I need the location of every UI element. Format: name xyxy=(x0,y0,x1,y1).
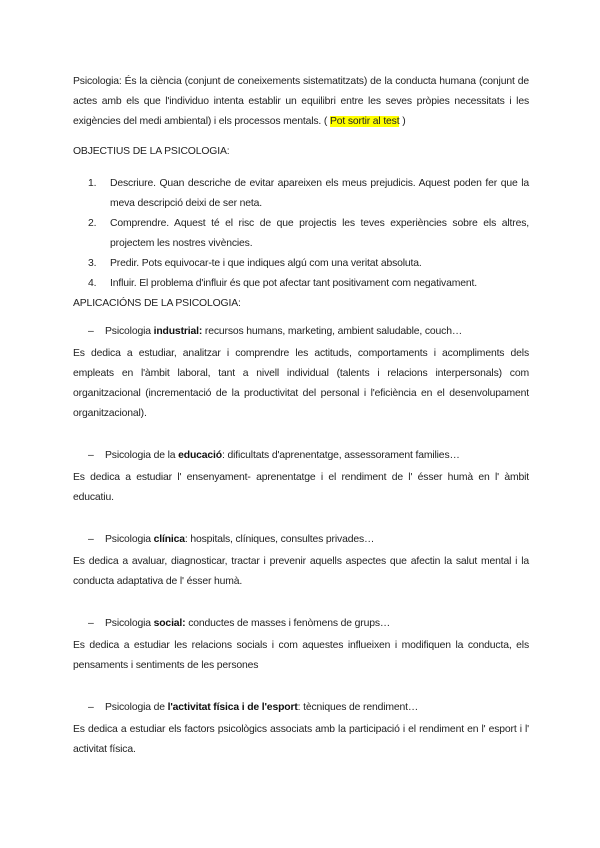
objectius-heading: OBJECTIUS DE LA PSICOLOGIA: xyxy=(73,146,230,157)
list-item xyxy=(73,254,529,274)
application-section-industrial xyxy=(73,322,529,424)
application-description: Es dedica a estudiar els factors psicològics associats amb la participació i el rendiment en l' esport i l' activitat física. xyxy=(73,724,529,755)
list-number: 4. xyxy=(88,278,97,289)
list-item xyxy=(73,214,529,254)
application-title xyxy=(73,614,529,634)
application-prefix: Psicologia xyxy=(105,618,154,629)
application-examples: recursos humans, marketing, ambient saludable, couch… xyxy=(202,326,463,337)
application-description: Es dedica a estudiar les relacions socials i com aquestes influeixen i modifiquen la conducta, els pensaments i sentiments de les persones xyxy=(73,640,529,671)
dash-bullet: – xyxy=(88,534,94,545)
application-prefix: Psicologia xyxy=(105,326,154,337)
dash-bullet: – xyxy=(88,618,94,629)
dash-bullet: – xyxy=(88,326,94,337)
application-title xyxy=(73,530,529,550)
application-section-esport xyxy=(73,698,529,760)
intro-text: Psicologia: És la ciència (conjunt de coneixements sistematitzats) de la conducta humana (conjunt de actes amb els que l'individuo intenta establir un equilibri entre les seves pròpies necessitats i les exigències del medi ambiental) i els processos mentals. ( xyxy=(73,76,529,127)
dash-bullet: – xyxy=(88,450,94,461)
application-examples: : tècniques de rendiment… xyxy=(297,702,419,713)
application-prefix: Psicologia xyxy=(105,534,154,545)
application-title xyxy=(73,322,529,342)
intro-close: ) xyxy=(402,116,406,127)
application-keyword: l'activitat física i de l'esport xyxy=(167,702,298,713)
application-keyword: clínica xyxy=(153,534,185,545)
application-section-social xyxy=(73,614,529,676)
objectius-list xyxy=(73,174,529,294)
document-body xyxy=(73,72,529,782)
application-keyword: educació xyxy=(178,450,222,461)
application-examples: : dificultats d'aprenentatge, assessorament families… xyxy=(221,450,460,461)
list-item-text: Descriure. Quan descriche de evitar apareixen els meus prejudicis. Aquest poden fer que la meva descripció deixi de ser neta. xyxy=(110,178,529,209)
list-item xyxy=(73,274,529,294)
dash-bullet: – xyxy=(88,702,94,713)
list-item xyxy=(73,174,529,214)
application-description: Es dedica a estudiar, analitzar i comprendre les actituds, comportaments i acompliments dels empleats en l'àmbit laboral, tant a nivell individual (talents i relacions interpersonals) com organitzacional (incrementació de la productivitat del personal i l'eficiència en el desenvolupament organitzacional). xyxy=(73,348,529,419)
application-keyword: social: xyxy=(153,618,186,629)
intro-paragraph xyxy=(73,72,529,132)
list-item-text: Comprendre. Aquest té el risc de que projectis les teves experiències sobre els altres, projectem les nostres vivències. xyxy=(110,218,529,249)
application-examples: conductes de masses i fenòmens de grups… xyxy=(185,618,391,629)
application-description: Es dedica a estudiar l' ensenyament- aprenentatge i el rendiment de l' ésser humà en l' àmbit educatiu. xyxy=(73,472,529,503)
list-number: 1. xyxy=(88,178,97,189)
list-item-text: Influir. El problema d'influir és que pot afectar tant positivament com negativament. xyxy=(110,278,477,289)
highlighted-note: Pot sortir al test xyxy=(329,116,400,127)
aplicacions-heading: APLICACIÓNS DE LA PSICOLOGIA: xyxy=(73,298,241,309)
application-title xyxy=(73,446,529,466)
application-section-educacio xyxy=(73,446,529,508)
application-section-clinica xyxy=(73,530,529,592)
application-description: Es dedica a avaluar, diagnosticar, tractar i prevenir aquells aspectes que afectin la salut mental i la conducta adaptativa de l' ésser humà. xyxy=(73,556,529,587)
application-prefix: Psicologia de la xyxy=(105,450,179,461)
application-keyword: industrial: xyxy=(153,326,203,337)
application-title xyxy=(73,698,529,718)
list-item-text: Predir. Pots equivocar-te i que indiques algú com una veritat absoluta. xyxy=(110,258,422,269)
application-prefix: Psicologia de xyxy=(105,702,168,713)
list-number: 2. xyxy=(88,218,97,229)
list-number: 3. xyxy=(88,258,97,269)
application-examples: : hospitals, clíniques, consultes privades… xyxy=(184,534,375,545)
